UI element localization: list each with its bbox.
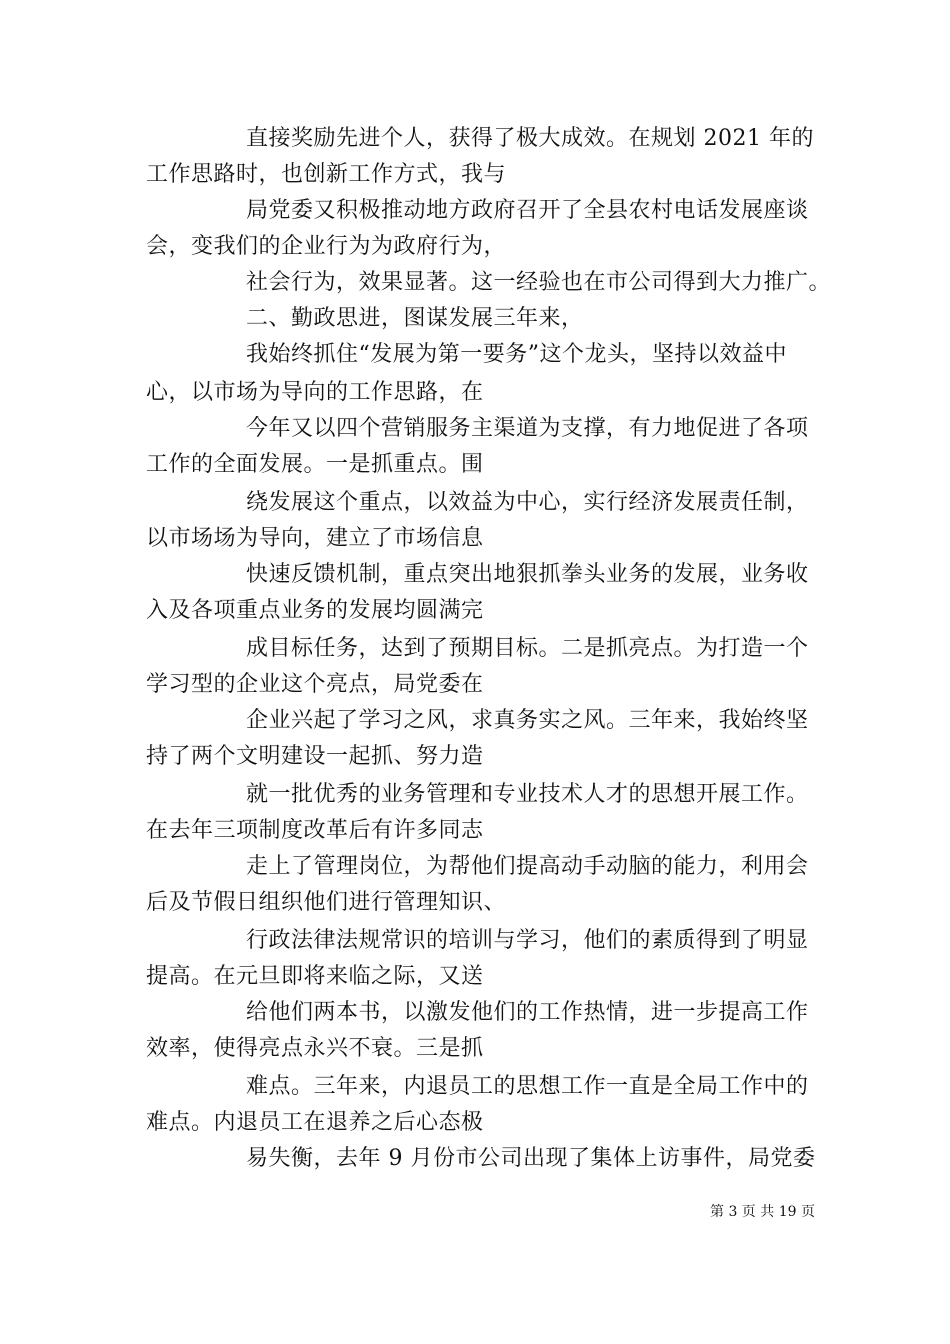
text-line: 提高。在元旦即将来临之际，又送 <box>146 964 484 989</box>
text-line: 快速反馈机制，重点突出地狠抓拳头业务的发展，业务收 <box>246 562 809 587</box>
text-line: 我始终抓住“发展为第一要务”这个龙头，坚持以效益中 <box>246 342 787 367</box>
text-line: 效率，使得亮点永兴不衰。三是抓 <box>146 1036 484 1061</box>
text-line: 入及各项重点业务的发展均圆满完 <box>146 598 484 623</box>
text-line: 持了两个文明建设一起抓、努力造 <box>146 744 484 769</box>
text-line: 以市场场为导向，建立了市场信息 <box>146 526 484 551</box>
text-line: 成目标任务，达到了预期目标。二是抓亮点。为打造一个 <box>246 636 809 661</box>
text-line: 企业兴起了学习之风，求真务实之风。三年来，我始终坚 <box>246 708 809 733</box>
text-line: 学习型的企业这个亮点，局党委在 <box>146 672 484 697</box>
text-line: 走上了管理岗位，为帮他们提高动手动脑的能力，利用会 <box>246 854 809 879</box>
text-line: 易失衡，去年 9 月份市公司出现了集体上访事件，局党委 <box>246 1146 816 1171</box>
text-line: 给他们两本书，以激发他们的工作热情，进一步提高工作 <box>246 1000 809 1025</box>
text-line: 局党委又积极推动地方政府召开了全县农村电话发展座谈 <box>246 198 809 223</box>
text-line: 心，以市场为导向的工作思路，在 <box>146 380 484 405</box>
text-line: 就一批优秀的业务管理和专业技术人才的思想开展工作。 <box>246 782 809 807</box>
text-line: 难点。三年来，内退员工的思想工作一直是全局工作中的 <box>246 1074 809 1099</box>
text-line: 后及节假日组织他们进行管理知识、 <box>146 890 507 915</box>
section-heading: 二、勤政思进，图谋发展三年来， <box>246 306 584 331</box>
text-line: 直接奖励先进个人，获得了极大成效。在规划 2021 年的 <box>246 126 814 151</box>
text-line: 绕发展这个重点，以效益为中心，实行经济发展责任制， <box>246 490 809 515</box>
text-line: 工作的全面发展。一是抓重点。围 <box>146 452 484 477</box>
text-line: 会，变我们的企业行为为政府行为， <box>146 234 507 259</box>
text-line: 行政法律法规常识的培训与学习，他们的素质得到了明显 <box>246 928 809 953</box>
text-line: 社会行为，效果显著。这一经验也在市公司得到大力推广。 <box>246 270 832 295</box>
text-line: 工作思路时，也创新工作方式，我与 <box>146 162 507 187</box>
text-line: 在去年三项制度改革后有许多同志 <box>146 818 484 843</box>
text-line: 今年又以四个营销服务主渠道为支撑，有力地促进了各项 <box>246 416 809 441</box>
text-line: 难点。内退员工在退养之后心态极 <box>146 1110 484 1135</box>
page-number: 第 3 页 共 19 页 <box>710 1204 815 1220</box>
